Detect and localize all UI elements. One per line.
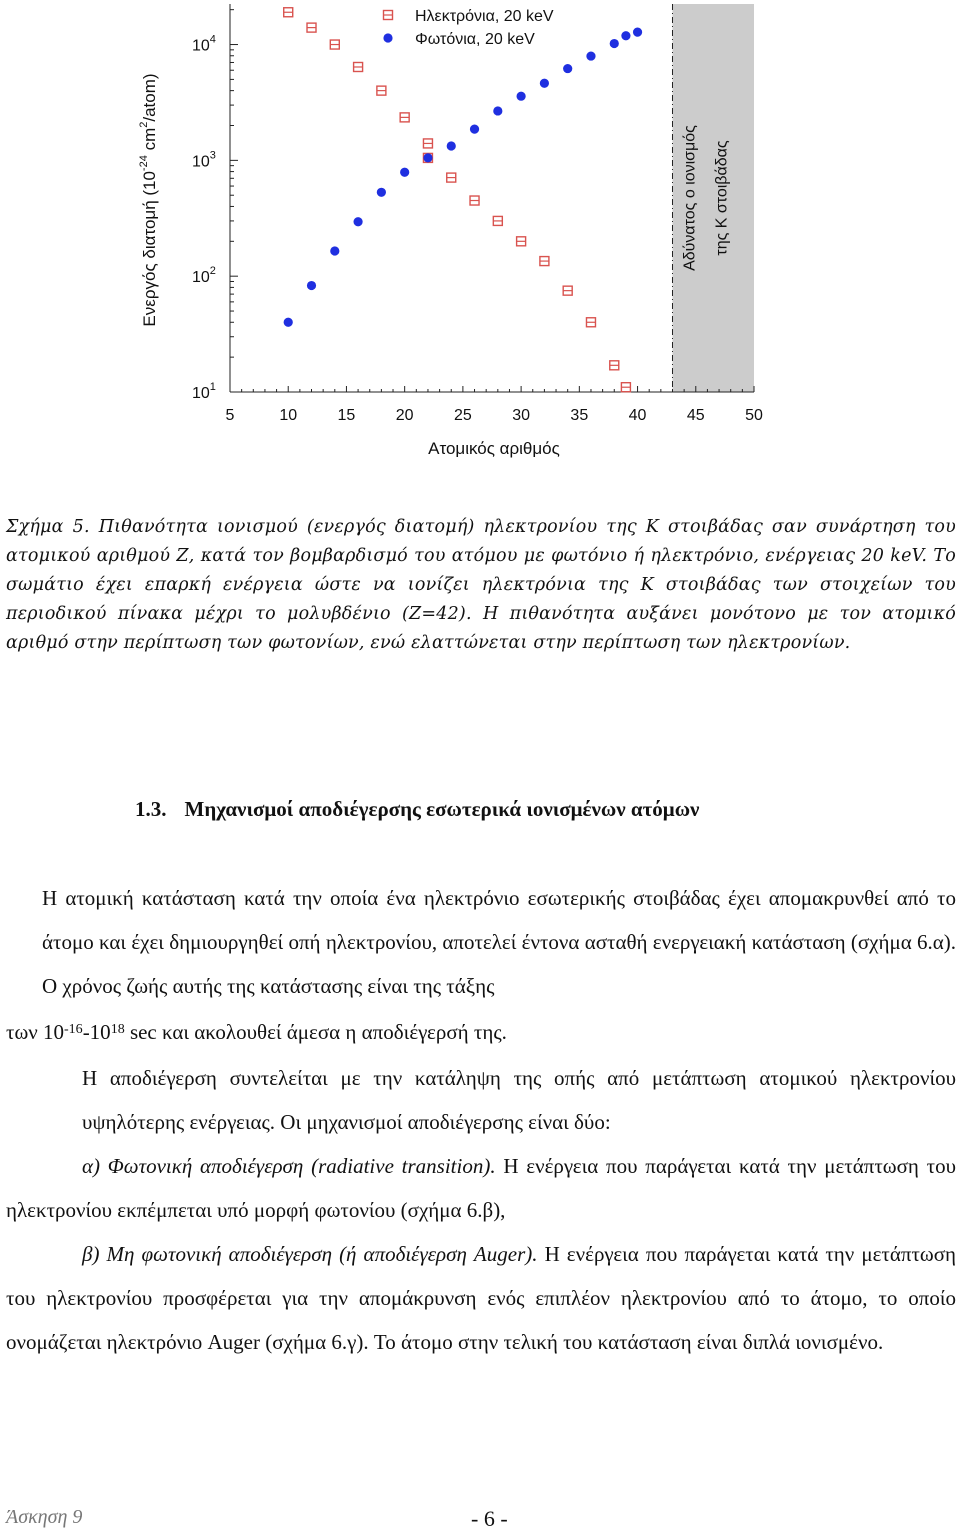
x-axis-label: Ατομικός αριθμός (428, 439, 560, 458)
x-tick-label: 35 (570, 407, 589, 424)
y-tick-exp: 1 (209, 381, 216, 393)
section-title: Μηχανισμοί αποδιέγερσης εσωτερικά ιονισμένων ατόμων (184, 797, 700, 821)
y-tick-base: 10 (192, 385, 210, 402)
electron-point (400, 113, 409, 122)
item-a (6, 1144, 956, 1232)
photon-point (470, 125, 479, 134)
photon-point (284, 318, 293, 327)
electron-point (377, 86, 386, 95)
lifetime-prefix: των 10 (6, 1020, 65, 1044)
photon-point (353, 217, 362, 226)
y-axis-label-part: /atom) (140, 73, 159, 122)
electron-point (586, 318, 595, 327)
forbidden-region-label-1: Αδύνατος ο ιονισμός (681, 125, 699, 271)
y-axis-label-exp: -24 (138, 155, 150, 172)
electron-point (423, 139, 432, 148)
electron-point (470, 196, 479, 205)
y-tick-base: 10 (192, 153, 210, 171)
lifetime-exp-1: -16 (64, 1022, 83, 1037)
photon-point (493, 106, 502, 115)
y-axis-label-part: Ενεργός διατομή (10 (140, 171, 159, 327)
y-tick-base: 10 (192, 269, 210, 287)
photon-point (307, 281, 316, 290)
y-tick-label (192, 265, 216, 286)
photon-point (586, 51, 595, 60)
paragraph-2-text: Η αποδιέγερση συντελείται με την κατάληψη της οπής από μετάπτωση ατομικού ηλεκτρονίου υψηλότερης ενέργειας. Οι μηχανισμοί αποδιέγερσης είναι δύο: (82, 1066, 956, 1134)
x-tick-label: 30 (512, 407, 531, 424)
item-b (6, 1232, 956, 1364)
x-tick-label: 5 (225, 407, 235, 424)
y-tick-exp: 3 (209, 149, 216, 162)
y-tick-exp: 4 (209, 33, 216, 46)
photon-point (563, 64, 572, 73)
y-tick-label (192, 381, 216, 402)
x-tick-label: 50 (745, 407, 763, 424)
item-b-label: β) Μη φωτονική αποδιέγερση (ή αποδιέγερση Auger). (82, 1242, 538, 1266)
page-number: - 6 - (471, 1506, 508, 1531)
section-heading (135, 797, 717, 822)
x-tick-label: 20 (395, 407, 414, 424)
lifetime-mid: -10 (82, 1020, 111, 1044)
y-axis-label-part: cm (140, 127, 159, 156)
y-tick-labels (192, 34, 216, 402)
electron-point (563, 286, 572, 295)
x-tick-label: 45 (686, 407, 705, 424)
y-axis-label (138, 73, 159, 326)
photon-point (377, 188, 386, 197)
x-tick-labels (226, 407, 763, 424)
photon-point (633, 28, 642, 37)
item-b-text: Η ενέργεια που παράγεται κατά την μετάπτωση του ηλεκτρονίου προσφέρεται για την απομάκρυνση ενός επιπλέον ηλεκτρονίου από το άτομο, το οποίο ονομάζεται ηλεκτρόνιο Auger (σχήμα 6.γ). Το άτομο στην τελική του κατάσταση είναι διπλά ιονισμένο. (6, 1242, 957, 1354)
x-tick-label: 25 (453, 407, 472, 424)
electron-point (447, 173, 456, 182)
paragraph-1 (6, 876, 956, 1008)
electron-point (540, 257, 549, 266)
photon-point (330, 246, 339, 255)
legend (383, 8, 553, 48)
electron-point (621, 383, 630, 392)
section-number: 1.3. (135, 797, 167, 821)
forbidden-region-label-2: της Κ στοιβάδας (713, 140, 731, 256)
electron-point (610, 361, 619, 370)
figure-caption (6, 513, 956, 658)
data-points (284, 8, 643, 392)
y-tick-label (192, 34, 216, 55)
x-tick-label: 10 (279, 407, 298, 424)
legend-label: Φωτόνια, 20 keV (415, 31, 535, 48)
photon-point (447, 141, 456, 150)
legend-photon-marker (383, 33, 392, 42)
electron-point (284, 8, 293, 17)
lifetime-exp-2: 18 (110, 1022, 125, 1037)
paragraph-1-text: Η ατομική κατάσταση κατά την οποία ένα ηλεκτρόνιο εσωτερικής στοιβάδας έχει απομακρυνθεί από το άτομο και έχει δημιουργηθεί οπή ηλεκτρονίου, αποτελεί έντονα ασταθή ενεργειακή κατάσταση (σχήμα 6.α). Ο χρόνος ζωής αυτής της κατάστασης είναι της τάξης (42, 886, 956, 998)
lifetime-suffix: sec και ακολουθεί άμεσα η αποδιέγερσή της. (129, 1020, 507, 1044)
photon-point (400, 168, 409, 177)
photon-point (540, 79, 549, 88)
y-axis-label-exp: 2 (138, 121, 150, 128)
page-footer (6, 1506, 956, 1529)
footer-label: Άσκηση 9 (6, 1506, 83, 1528)
y-tick-base: 10 (192, 37, 210, 55)
photon-point (423, 153, 432, 162)
caption-lead: Σχήμα 5. (6, 517, 90, 537)
caption-text: Πιθανότητα ιονισμού (ενεργός διατομή) ηλεκτρονίου της Κ στοιβάδας σαν συνάρτηση του ατομικού αριθμού Ζ, κατά τον βομβαρδισμό του ατόμου με φωτόνιο ή ηλεκτρόνιο, ενέργειας 20 keV. Το σωμάτιο έχει επαρκή ενέργεια ώστε να ιονίζει ηλεκτρόνια της Κ στοιβάδας των στοιχείων του περιοδικού πίνακα μέχρι το μολυβδένιο (Ζ=42). Η πιθανότητα αυξάνει μονότονο με τον ατομικό αριθμό στην περίπτωση των φωτονίων, ενώ ελαττώνεται στην περίπτωση των ηλεκτρονίων. (6, 517, 957, 653)
electron-point (354, 62, 363, 71)
item-a-text: Η ενέργεια που παράγεται κατά την μετάπτωση του ηλεκτρονίου εκπέμπεται υπό μορφή φωτονίου (σχήμα 6.β), (6, 1154, 956, 1222)
electron-point (330, 40, 339, 49)
photon-point (621, 31, 630, 40)
cross-section-chart (0, 0, 960, 470)
y-tick-label (192, 149, 216, 170)
electron-point (517, 237, 526, 246)
lifetime-line (6, 1020, 507, 1045)
photon-point (610, 39, 619, 48)
x-tick-label: 15 (337, 407, 356, 424)
item-a-label: α) Φωτονική αποδιέγερση (radiative transition). (82, 1154, 496, 1178)
y-tick-exp: 2 (209, 265, 216, 278)
electron-point (307, 23, 316, 32)
legend-label: Ηλεκτρόνια, 20 keV (415, 8, 554, 25)
x-tick-label: 40 (628, 407, 647, 424)
paragraph-2 (6, 1056, 956, 1364)
electron-point (493, 216, 502, 225)
photon-point (517, 92, 526, 101)
